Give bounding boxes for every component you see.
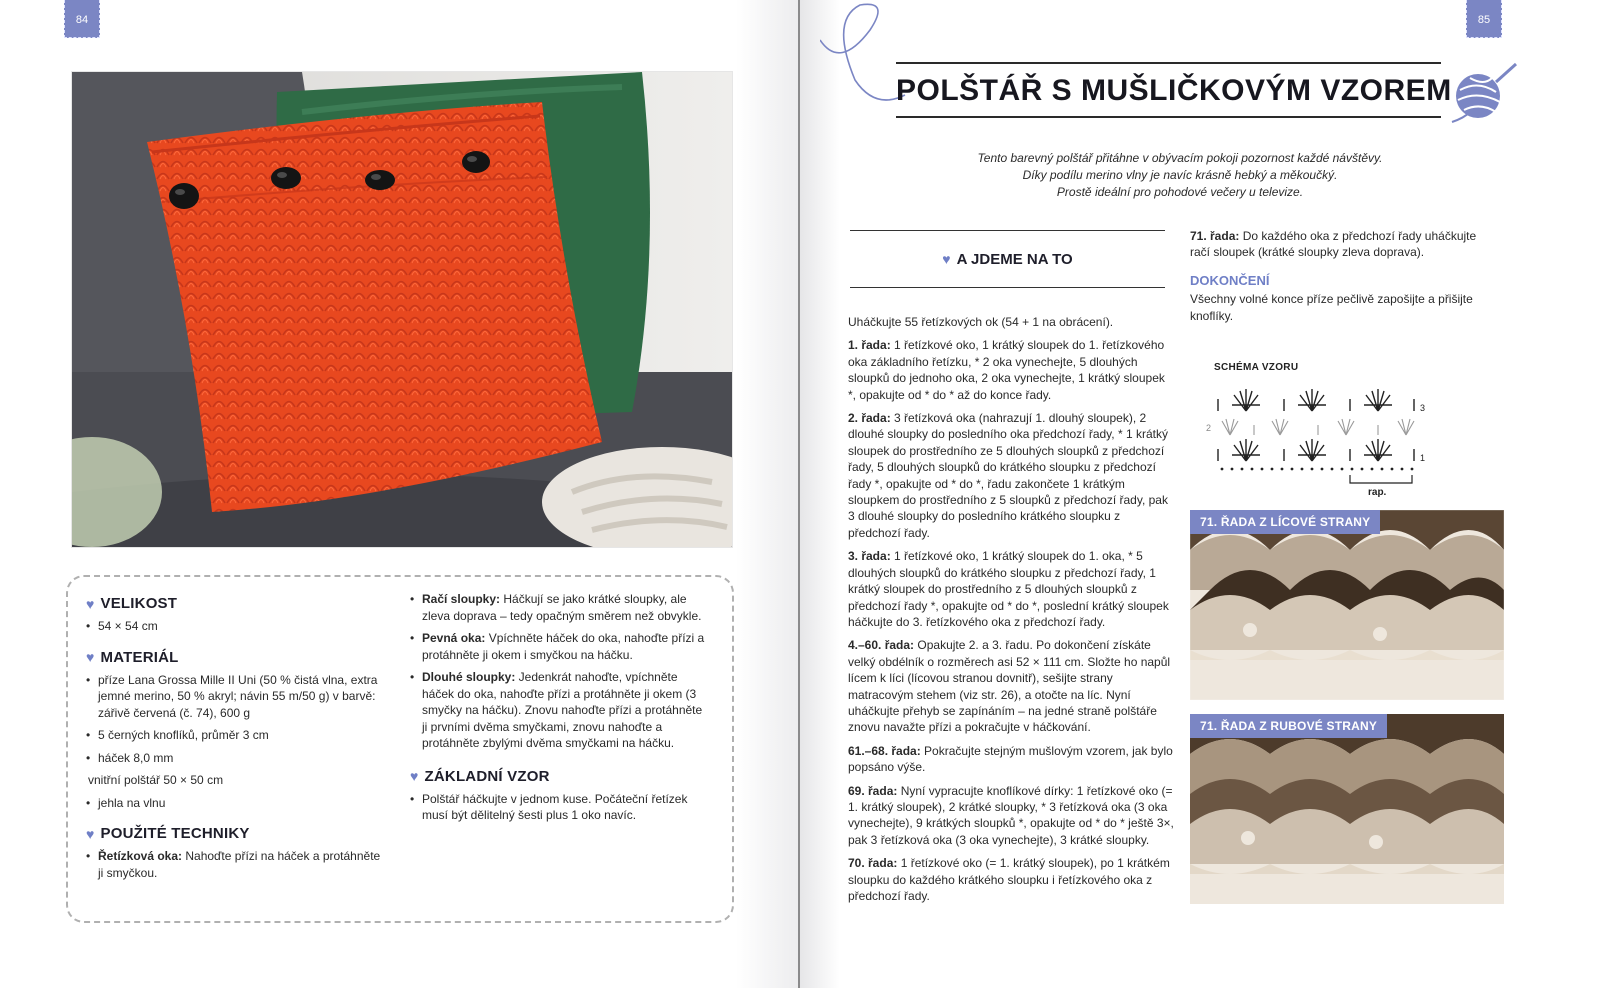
size-item: • 54 × 54 cm xyxy=(86,619,158,633)
heart-icon: ♥ xyxy=(86,595,95,612)
material-item: • příze Lana Grossa Mille II Uni (50 % čistá vlna, extra jemné merino, 50 % akryl; návin 55 m/50 g) v barvě: zářivě červená (č. 74), 600 g xyxy=(86,672,378,720)
techniques-heading: ♥ POUŽITÉ TECHNIKY xyxy=(86,825,250,842)
finishing-column xyxy=(1190,228,1490,331)
technique-item: • Dlouhé sloupky: Jedenkrát nahoďte, vpíchněte háček do oka, nahoďte přízi a protáhněte ji okem (3 smyčky na háčku). Znovu nahoďte přízi a protáhněte ji prvními dvěma smyčkami, znovu nahoďte a protáhněte zbylými dvěma smyčkami na háčku. xyxy=(410,670,703,750)
basic-pattern-item: • Polštář háčkujte v jednom kuse. Počáteční řetízek musí být dělitelný šesti plus 1 oko navíc. xyxy=(410,791,688,822)
info-column-right xyxy=(410,591,710,838)
chart-row-mark: 3 xyxy=(1420,403,1426,413)
heart-icon: ♥ xyxy=(86,649,95,665)
chart-repeat-bracket xyxy=(1350,475,1412,483)
size-heading: ♥ VELIKOST xyxy=(86,595,178,612)
swatch-photo-back xyxy=(1190,714,1504,904)
right-page xyxy=(800,0,1600,988)
instructions-heading: ♥ A JDEME NA TO xyxy=(850,230,1165,288)
instruction-paragraph: 1. řada: 1 řetízkové oko, 1 krátký sloupek do 1. řetízkového oka základního řetízku, * 2 oka vynechejte, 5 dlouhých sloupků do jednoho oka, 2 oka vynechejte, 1 krátký sloupek *, opakujte od * do * až do konce řady. xyxy=(848,338,1165,402)
chart-row-mark: 1 xyxy=(1420,453,1426,463)
instruction-paragraph: 2. řada: 3 řetízková oka (nahrazují 1. dlouhý sloupek), 2 dlouhé sloupky do posledního oka předchozí řady, * 1 krátký sloupek do prostředního ze 5 dlouhých sloupků z předchozí řady, 5 dlouhých sloupků do krátkého sloupku z předchozí řady *, opakujte od * do *, řadu zakončete 1 krátkým sloupkem do prostředního z 5 sloupků z předchozí řady, pak 3 dlouhé sloupky do posledního krátkého sloupku z předchozí řady. xyxy=(848,411,1168,540)
material-item: • háček 8,0 mm xyxy=(86,750,174,765)
material-section xyxy=(86,649,386,812)
technique-item: • Pevná oka: Vpíchněte háček do oka, nahoďte přízi a protáhněte ji okem i smyčkou na háčku. xyxy=(410,631,705,662)
instruction-paragraph: 70. řada: 1 řetízkové oko (= 1. krátký sloupek), po 1 krátkém sloupku do každého krátkého sloupku i řetízkového oka z předchozí řady. xyxy=(848,856,1170,903)
technique-item: • Račí sloupky: Háčkují se jako krátké sloupky, ale zleva doprava – tedy opačným směrem než obvykle. xyxy=(410,592,702,623)
page-title: POLŠTÁŘ S MUŠLIČKOVÝM VZOREM xyxy=(896,62,1441,118)
technique-item: • Řetízková oka: Nahoďte přízi na háček a protáhněte ji smyčkou. xyxy=(86,849,381,880)
basic-pattern-section xyxy=(410,768,710,824)
chart-chain-dots xyxy=(1221,468,1414,471)
material-heading: ♥ MATERIÁL xyxy=(86,648,179,666)
crochet-chart xyxy=(1206,385,1446,497)
techniques-section xyxy=(86,825,386,881)
page-number: 84 xyxy=(64,0,100,38)
basic-pattern-heading: ♥ ZÁKLADNÍ VZOR xyxy=(410,767,550,785)
info-column-left xyxy=(86,591,386,895)
chart-fan-row3 xyxy=(1218,389,1414,411)
chart-repeat-label: rap. xyxy=(1368,487,1387,497)
instruction-paragraph: 69. řada: Nyní vypracujte knoflíkové dírky: 1 řetízkové oko (= 1. krátký sloupek), 2 krátké sloupky, * 3 řetízková oka (3 oka vynechejte), 9 krátkých sloupků *, opakujte od * do * ještě 3×, pak 3 řetízková oka (3 oka vynechejte), 3 krátké sloupky. xyxy=(848,783,1174,847)
instruction-paragraph: 3. řada: 1 řetízkové oko, 1 krátký sloupek do 1. oka, * 5 dlouhých sloupků do krátkého sloupku z předchozí řady, 1 krátký sloupek do prostředního z 5 dlouhých sloupků z předchozí řady *, opakujte od * do *, poslední krátký sloupek háčkujte do 3. řetízkového oka z předchozí řady. xyxy=(848,549,1169,629)
page-number: 85 xyxy=(1466,0,1502,38)
row71-paragraph: 71. řada: Do každého oka z předchozí řady uháčkujte račí sloupek (krátké sloupky zleva doprava). xyxy=(1190,229,1477,260)
swatch-photo-front xyxy=(1190,510,1504,700)
finishing-heading: DOKONČENÍ xyxy=(1190,272,1270,288)
swatch-caption: 71. ŘADA Z LÍCOVÉ STRANY xyxy=(1190,510,1380,534)
swatch-caption: 71. ŘADA Z RUBOVÉ STRANY xyxy=(1190,714,1387,738)
heart-icon: ♥ xyxy=(410,768,419,784)
pillow-photo xyxy=(72,72,732,547)
chart-fan-row2 xyxy=(1222,419,1414,435)
instructions-column xyxy=(848,314,1174,911)
schema-label: SCHÉMA VZORU xyxy=(1214,362,1299,373)
intro-text: Tento barevný polštář přitáhne v obývacím pokoji pozornost každé návštěvy. Díky podílu merino vlny je navíc krásně hebký a měkoučký. Prostě ideální pro pohodové večery u televize. xyxy=(977,151,1383,199)
instruction-paragraph: 4.–60. řada: Opakujte 2. a 3. řadu. Po dokončení získáte velký obdélník o rozměrech asi 52 × 111 cm. Složte ho napůl lícem k líci (lícovou stranou dovnitř), sešijte strany matracovým stehem (viz str. 26), a otočte na líc. Nyní uháčkujte přehyb se zapínáním – na jedné straně polštáře znovu navažte přízi a pokračujte v háčkování. xyxy=(848,638,1171,735)
heart-icon: ♥ xyxy=(86,825,95,842)
material-item-plain: vnitřní polštář 50 × 50 cm xyxy=(88,773,224,787)
info-box xyxy=(66,575,734,923)
heart-icon: ♥ xyxy=(942,251,951,267)
chart-fan-row1 xyxy=(1218,439,1414,461)
material-item: • 5 černých knoflíků, průměr 3 cm xyxy=(86,728,269,742)
size-section xyxy=(86,595,386,635)
chart-row-mark: 2 xyxy=(1206,423,1212,433)
yarn-ball-icon xyxy=(1450,60,1520,126)
material-item: • jehla na vlnu xyxy=(86,795,166,810)
instruction-paragraph: 61.–68. řada: Pokračujte stejným mušlovým vzorem, jak bylo popsáno výše. xyxy=(848,743,1173,775)
instruction-paragraph: Uháčkujte 55 řetízkových ok (54 + 1 na obrácení). xyxy=(848,315,1114,329)
finishing-paragraph: Všechny volné konce příze pečlivě zapošijte a přišijte knoflíky. xyxy=(1190,292,1473,323)
